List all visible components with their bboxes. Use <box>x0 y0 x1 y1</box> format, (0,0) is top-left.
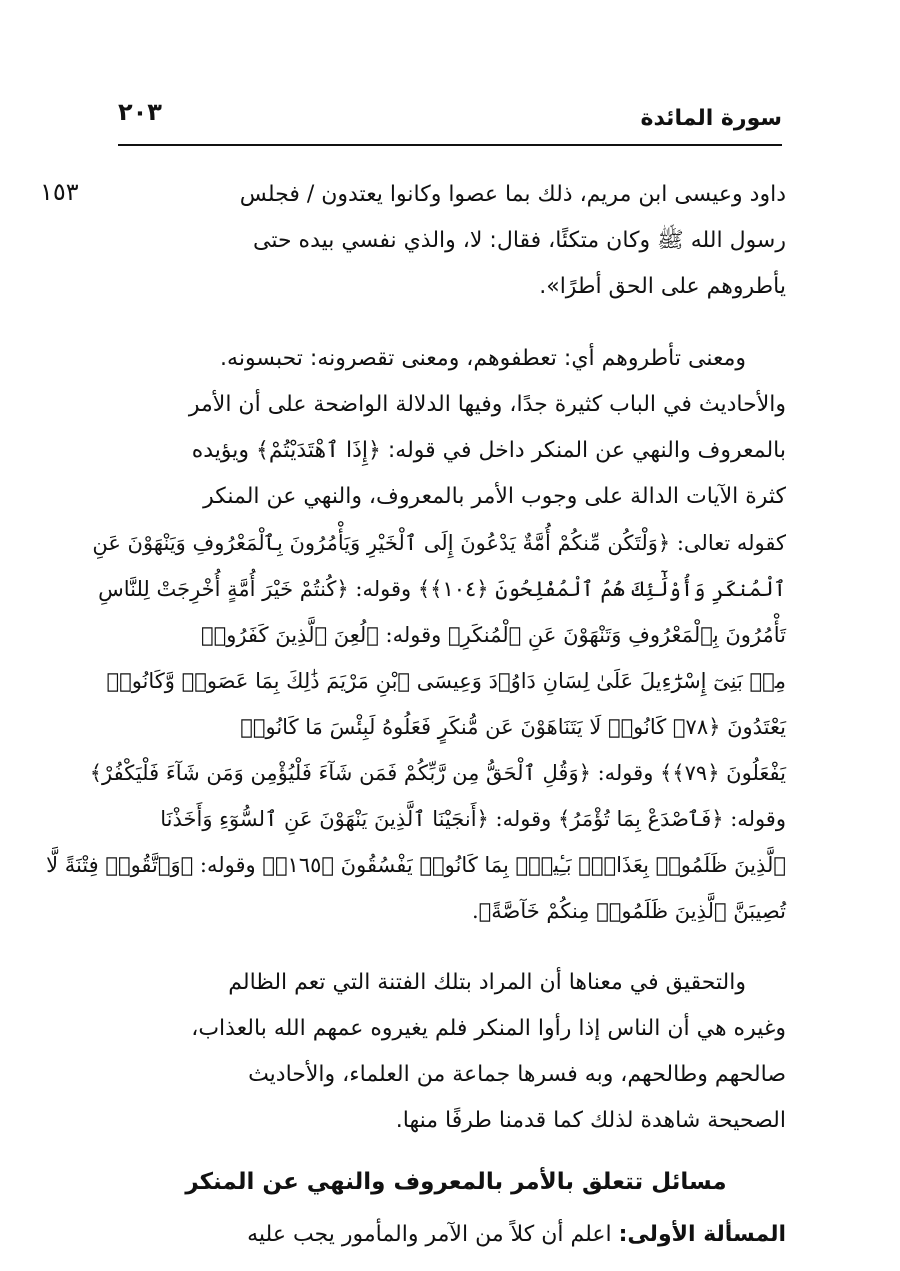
section-heading: مسائل تتعلق بالأمر بالمعروف والنهي عن المنكر <box>185 1169 727 1195</box>
text-line: والتحقيق في معناها أن المراد بتلك الفتنة التي تعم الظالم <box>228 970 746 995</box>
quran-line: كقوله تعالى: ﴿وَلْتَكُن مِّنكُمْ أُمَّةٌ يَدْعُونَ إِلَى ٱلْخَيْرِ وَيَأْمُرُونَ بِٱلْمَعْرُوفِ وَيَنْهَوْنَ عَنِ <box>92 531 786 555</box>
quran-line: تُصِيبَنَّ ٱلَّذِينَ ظَلَمُوا۟ مِنكُمْ خَآصَّةً﴾. <box>471 899 786 923</box>
quran-line: يَعْتَدُونَ ﴿٧٨﴾ كَانُوا۟ لَا يَتَنَاهَوْنَ عَن مُّنكَرٍ فَعَلُوهُ لَبِئْسَ مَا كَانُوا۟ <box>240 715 786 739</box>
text-line: يأطروهم على الحق أطرًا». <box>539 274 786 299</box>
page-number: ٢٠٣ <box>118 98 162 126</box>
text-line: صالحهم وطالحهم، وبه فسرها جماعة من العلماء، والأحاديث <box>248 1062 786 1087</box>
quran-line: وقوله: ﴿فَٱصْدَعْ بِمَا تُؤْمَرُ﴾ وقوله: ﴿أَنجَيْنَا ٱلَّذِينَ يَنْهَوْنَ عَنِ ٱلسُّوٓءِ وَأَخَذْنَا <box>160 807 786 831</box>
paragraph-4 <box>126 1212 786 1258</box>
text-line: وغيره هي أن الناس إذا رأوا المنكر فلم يغيروه عمهم الله بالعذاب، <box>191 1016 786 1041</box>
paragraph-3 <box>126 960 786 1144</box>
page-header <box>118 92 782 146</box>
surah-title: سورة المائدة <box>640 106 782 131</box>
text-line: ومعنى تأطروهم أي: تعطفوهم، ومعنى تقصرونه: تحبسونه. <box>220 346 746 371</box>
quran-line: ٱلَّذِينَ ظَلَمُوا۟ بِعَذَابٍۭ بَـِٔيسٍۭ بِمَا كَانُوا۟ يَفْسُقُونَ ﴿١٦٥﴾﴾ وقوله: ﴿وَٱتَّقُوا۟ فِتْنَةً لَّا <box>46 853 786 877</box>
quran-line: مِنۢ بَنِىٓ إِسْرَٰٓءِيلَ عَلَىٰ لِسَانِ دَاوُۥدَ وَعِيسَى ٱبْنِ مَرْيَمَ ذَٰلِكَ بِمَا عَصَوا۟ وَّكَانُوا۟ <box>106 669 786 693</box>
text-line: كثرة الآيات الدالة على وجوب الأمر بالمعروف، والنهي عن المنكر <box>203 484 786 509</box>
text-line: والأحاديث في الباب كثيرة جدًا، وفيها الدلالة الواضحة على أن الأمر <box>188 392 786 417</box>
quran-line: تَأْمُرُونَ بِٱلْمَعْرُوفِ وَتَنْهَوْنَ عَنِ ٱلْمُنكَرِ﴾ وقوله: ﴿لُعِنَ ٱلَّذِينَ كَفَرُوا۟ <box>201 623 786 647</box>
text-line: بالمعروف والنهي عن المنكر داخل في قوله: ﴿إِذَا ٱهْتَدَيْتُمْ﴾ ويؤيده <box>191 438 786 463</box>
text-line: داود وعيسى ابن مريم، ذلك بما عصوا وكانوا يعتدون / فجلس <box>239 182 786 207</box>
text-line: رسول الله ﷺ وكان متكئًا، فقال: لا، والذي نفسي بيده حتى <box>252 228 786 253</box>
paragraph-1 <box>126 172 786 310</box>
paragraph-2 <box>46 336 786 934</box>
margin-page-marker: ١٥٣ <box>40 178 79 206</box>
text-line: الصحيحة شاهدة لذلك كما قدمنا طرفًا منها. <box>395 1108 786 1133</box>
issue-label: المسألة الأولى: <box>618 1222 786 1247</box>
quran-line: ٱلْمُنكَرِ وَأُوْلَٰٓئِكَ هُمُ ٱلْمُفْلِحُونَ ﴿١٠٤﴾﴾ وقوله: ﴿كُنتُمْ خَيْرَ أُمَّةٍ أُخْرِجَتْ لِلنَّاسِ <box>98 577 786 601</box>
quran-line: يَفْعَلُونَ ﴿٧٩﴾﴾ وقوله: ﴿وَقُلِ ٱلْحَقُّ مِن رَّبِّكُمْ فَمَن شَآءَ فَلْيُؤْمِن وَمَن شَآءَ فَلْيَكْفُرْ﴾ <box>89 761 786 785</box>
issue-text: اعلم أن كلاً من الآمر والمأمور يجب عليه <box>247 1222 612 1247</box>
